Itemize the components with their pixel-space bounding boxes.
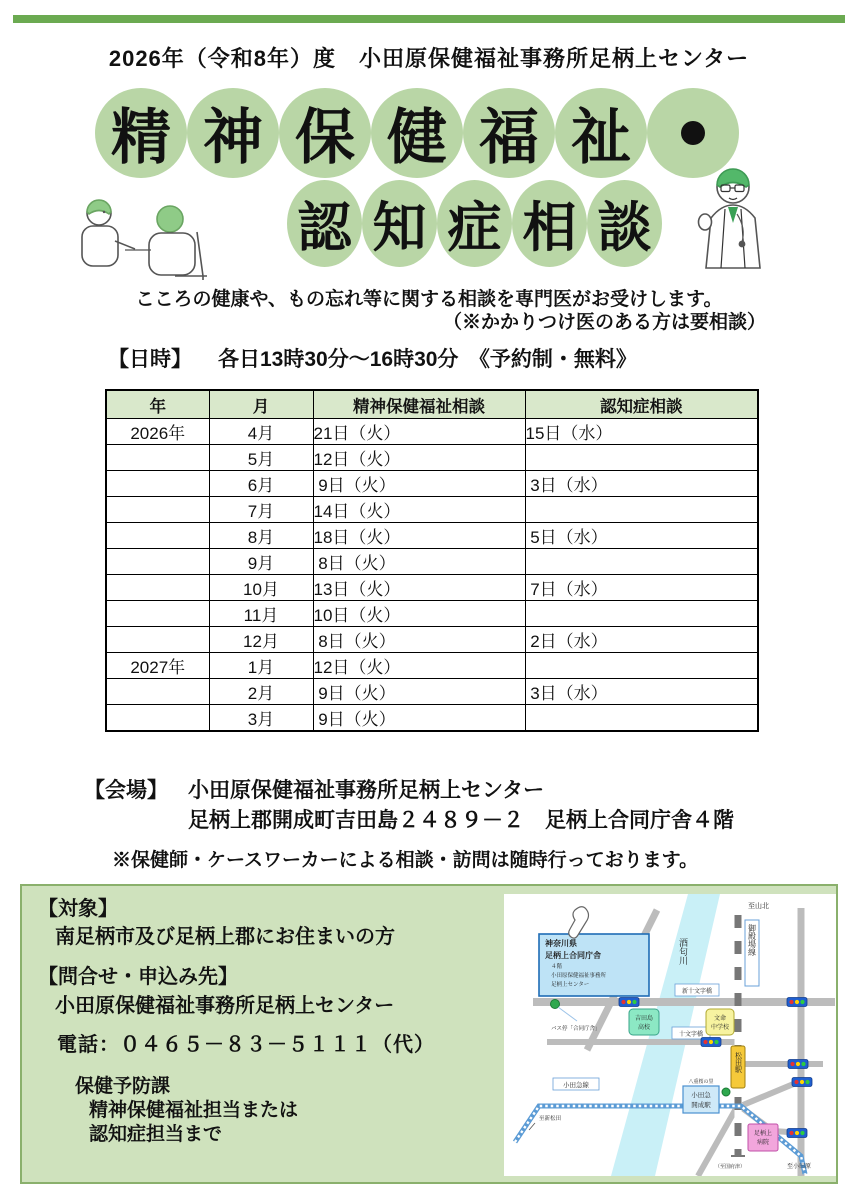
target-text: 南足柄市及び足柄上郡にお住まいの方 [55,926,395,948]
ninchi-date-cell [525,445,758,471]
hospital-line2: 病院 [756,1140,770,1146]
to-shinmatsuda-label: 至新松田 [539,1116,562,1122]
venue-label: 【会場】 [84,779,168,802]
datetime-text: 各日13時30分～16時30分 《予約制・無料》 [218,348,637,371]
ninchi-date-cell [525,601,758,627]
title-char-circle: 保 [279,88,371,178]
schedule-row [106,627,758,653]
seishin-date-cell: 13日（火） [313,575,525,601]
station-area-label: 八重桜の里 [688,1079,714,1085]
seishin-date-cell: 12日（火） [313,653,525,679]
schedule-column-header: 精神保健福祉相談 [313,390,525,419]
seishin-date-cell: 8日（火） [313,627,525,653]
seishin-date-cell: 14日（火） [313,497,525,523]
schedule-row [106,419,758,445]
venue-name: 小田原保健福祉事務所足柄上センター [188,779,545,802]
title-dot [681,121,705,145]
ninchi-date-cell [525,497,758,523]
hospital-line1: 足柄上 [753,1131,773,1137]
department-name: 保健予防課 [75,1076,171,1097]
school1-box [629,1009,659,1035]
month-cell: 5月 [209,445,313,471]
title-char-circle: 知 [362,180,437,267]
month-cell: 12月 [209,627,313,653]
department-line3: 認知症担当まで [89,1124,223,1145]
school1-line2: 高校 [637,1025,651,1031]
consultation-people-illustration [55,186,280,281]
ninchi-date-cell: 7日（水） [525,575,758,601]
ninchi-date-cell: 15日（水） [525,419,758,445]
title-char-circle: 認 [287,180,362,267]
bridge1-label: 新十文字橋 [681,989,713,995]
title-char-circle: 相 [512,180,587,267]
to-yamakita-label: 至山北 [748,903,769,910]
intro-line1: こころの健康や、もの忘れ等に関する相談を専門医がお受けします。 [135,289,723,310]
year-cell [106,601,209,627]
school2-box [706,1009,734,1035]
title-char-circle: 祉 [555,88,647,178]
matsuda-station-label: 松田駅 [734,1052,742,1073]
year-cell [106,627,209,653]
ninchi-date-cell [525,653,758,679]
schedule-row [106,705,758,732]
traffic-signal-icon [787,998,807,1007]
ninchi-date-cell: 5日（水） [525,523,758,549]
traffic-signal-icon [788,1060,808,1069]
venue-address: 足柄上郡開成町吉田島２４８９－２ 足柄上合同庁舎４階 [188,809,734,832]
kaisei-station-line2: 開成駅 [691,1102,711,1109]
schedule-row [106,549,758,575]
building-line4: 小田原保健福祉事務所 [551,973,607,979]
seishin-date-cell: 10日（火） [313,601,525,627]
intro-line2: （※かかりつけ医のある方は要相談） [442,312,766,333]
main-title-row1 [95,88,739,178]
year-cell [106,445,209,471]
title-char-circle: 精 [95,88,187,178]
access-map-svg [504,894,836,1176]
month-cell: 8月 [209,523,313,549]
seishin-date-cell: 8日（火） [313,549,525,575]
schedule-header-row [106,390,758,419]
doctor-illustration [676,156,791,271]
month-cell: 1月 [209,653,313,679]
schedule-row [106,653,758,679]
year-cell [106,575,209,601]
note-line: ※保健師・ケースワーカーによる相談・訪問は随時行っております。 [112,850,699,871]
schedule-column-header: 年 [106,390,209,419]
school2-line2: 中学校 [710,1025,730,1031]
schedule-row [106,471,758,497]
seishin-date-cell: 18日（火） [313,523,525,549]
year-cell [106,705,209,732]
year-cell: 2027年 [106,653,209,679]
month-cell: 7月 [209,497,313,523]
month-cell: 3月 [209,705,313,732]
schedule-column-header: 月 [209,390,313,419]
month-cell: 2月 [209,679,313,705]
schedule-table [105,389,759,732]
bus-stop-line [558,1007,577,1021]
seishin-date-cell: 9日（火） [313,705,525,732]
title-char-circle: 談 [587,180,662,267]
page-title: 2026年（令和8年）度 小田原保健福祉事務所足柄上センター [108,46,750,71]
building-line2: 足柄上合同庁舎 [545,951,601,960]
schedule-row [106,523,758,549]
schedule-row [106,601,758,627]
ninchi-date-cell [525,549,758,575]
month-cell: 9月 [209,549,313,575]
top-green-bar [13,15,845,23]
access-map [504,894,836,1176]
department-line2: 精神保健福祉担当または [89,1100,299,1121]
contact-name: 小田原保健福祉事務所足柄上センター [55,995,395,1017]
datetime-line [108,343,637,373]
ninchi-date-cell: 3日（水） [525,471,758,497]
contact-label: 【問合せ・申込み先】 [38,966,238,988]
ninchi-date-cell [525,705,758,732]
year-cell [106,497,209,523]
river-label: 酒匂川 [678,938,688,965]
ninchi-date-cell: 3日（水） [525,679,758,705]
schedule-row [106,497,758,523]
kaisei-station-line1: 小田急 [691,1092,711,1099]
hospital-box [748,1124,778,1151]
seishin-date-cell: 9日（火） [313,679,525,705]
traffic-signal-icon [619,998,639,1007]
schedule-column-header: 認知症相談 [525,390,758,419]
year-cell [106,471,209,497]
bus-stop-label: バス停「合同庁舎」 [551,1026,601,1032]
schedule-row [106,445,758,471]
jr-line-label: 御殿場線 [747,924,757,956]
datetime-label: 【日時】 [108,348,192,371]
building-line1: 神奈川県 [545,939,577,948]
schedule-row [106,575,758,601]
schedule-row [106,679,758,705]
title-char-circle: 症 [437,180,512,267]
title-char-circle: 福 [463,88,555,178]
school1-line1: 吉田島 [634,1016,654,1022]
year-cell [106,523,209,549]
traffic-signal-icon [792,1078,812,1087]
seishin-date-cell: 9日（火） [313,471,525,497]
month-cell: 6月 [209,471,313,497]
seishin-date-cell: 12日（火） [313,445,525,471]
to-kozu-label: （至国府津） [715,1164,746,1170]
school2-line1: 文命 [713,1016,727,1022]
station-bus-stop-dot [722,1088,730,1096]
month-cell: 4月 [209,419,313,445]
main-title-row2 [287,180,662,267]
year-cell [106,549,209,575]
footer-panel [20,884,838,1184]
ninchi-date-cell: 2日（水） [525,627,758,653]
building-line5: 足柄上センター [551,982,590,988]
phone-number: 電話：０４６５－８３－５１１１（代） [57,1034,435,1056]
building-line3: ４階 [551,964,563,970]
odakyu-label: 小田急線 [563,1082,589,1089]
seishin-date-cell: 21日（火） [313,419,525,445]
to-odawara-label: 至小田原 [787,1164,812,1170]
traffic-signal-icon [787,1129,807,1138]
traffic-signal-icon [701,1038,721,1047]
month-cell: 11月 [209,601,313,627]
month-cell: 10月 [209,575,313,601]
target-label: 【対象】 [38,898,118,920]
year-cell: 2026年 [106,419,209,445]
title-char-circle: 神 [187,88,279,178]
bridge2-label: 十文字橋 [678,1032,704,1038]
year-cell [106,679,209,705]
title-char-circle: 健 [371,88,463,178]
